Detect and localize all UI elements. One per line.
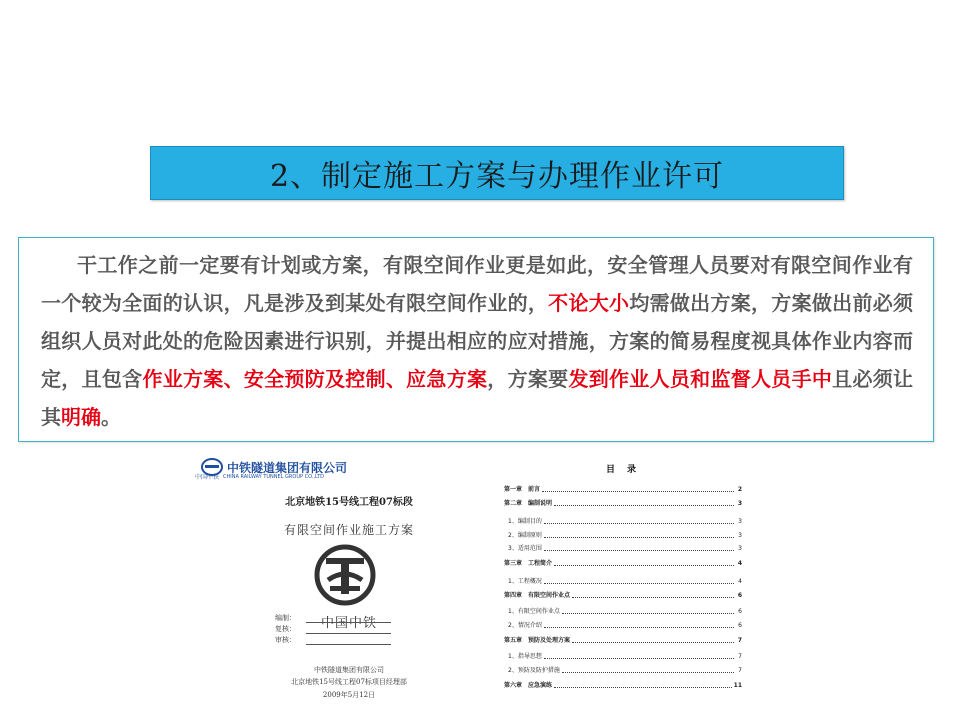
- toc-entry-label: 1、有限空间作业点: [508, 608, 560, 615]
- crec-logo-icon: [312, 544, 378, 610]
- toc-entry: [508, 576, 742, 585]
- cover-logo-label: 中国中铁: [320, 616, 377, 631]
- sign-label: 复核：: [275, 625, 296, 633]
- toc-entry-page: 3: [738, 532, 742, 539]
- toc-entry-label: 1、工程概况: [508, 578, 542, 585]
- toc-entry-page: 6: [737, 592, 742, 599]
- toc-leader: [554, 499, 734, 506]
- toc-entry: [508, 620, 742, 629]
- toc-entry-page: 3: [738, 518, 742, 525]
- cover-document-title: 有限空间作业施工方案: [283, 523, 414, 537]
- toc-entry-page: 6: [738, 622, 742, 629]
- cover-company-name: 中铁隧道集团有限公司: [227, 460, 348, 475]
- toc-leader: [554, 559, 734, 566]
- toc-entry-label: 1、编制目的: [508, 518, 542, 525]
- toc-entry-label: 第三章 工程简介: [504, 560, 553, 567]
- toc-entry-label: 3、适用范围: [508, 545, 542, 552]
- toc-entry: [504, 590, 742, 599]
- cover-footer-dept: 北京地铁15号线工程07标项目经理部: [291, 678, 407, 686]
- toc-leader: [544, 577, 734, 584]
- toc-entry: [508, 543, 742, 552]
- toc-entry: [508, 516, 742, 525]
- body-text: 干工作之前一定要有计划或方案，有限空间作业更是如此，安全管理人员要对有限空间作业有一个较为全面的认识，凡是涉及到某处有限空间作业的，: [41, 253, 913, 315]
- toc-entry-page: 7: [738, 667, 742, 674]
- highlight-text: 明确: [61, 405, 101, 429]
- cover-footer-company: 中铁隧道集团有限公司: [314, 666, 384, 674]
- toc-entry-page: 2: [737, 486, 742, 493]
- toc-entry-label: 第二章 编制说明: [504, 500, 553, 507]
- toc-entry-page: 7: [738, 653, 742, 660]
- toc-entry-page: 6: [738, 608, 742, 615]
- body-text: 均需做出方案，方案做出前必须组织人员对此处的危险因素进行识别，并提出相应的应对措施，方案的简易程度视具体作业内容而定，且包含: [41, 291, 914, 391]
- highlight-text: 不论大小: [548, 291, 630, 315]
- title-banner: [150, 146, 844, 200]
- toc-entry: [504, 558, 742, 567]
- sign-reviewed: [275, 624, 391, 634]
- cover-company-sub: 中国中铁: [195, 474, 220, 481]
- toc-leader: [562, 666, 734, 673]
- toc-leader: [562, 607, 734, 614]
- toc-entry-page: 4: [738, 578, 742, 585]
- toc-leader: [544, 621, 734, 628]
- slide-title: 2、制定施工方案与办理作业许可: [269, 159, 725, 194]
- sign-label: 审核：: [275, 636, 296, 644]
- document-cover-image: [195, 452, 495, 720]
- toc-entry-label: 2、预防及防护措施: [508, 667, 560, 674]
- toc-entry: [508, 606, 742, 615]
- cover-project-name: 北京地铁15号线工程07标段: [285, 497, 413, 508]
- toc-entry: [508, 651, 742, 660]
- cover-footer-date: 2009年5月12日: [322, 691, 376, 699]
- toc-entry: [504, 498, 742, 507]
- toc-entry: [508, 530, 742, 539]
- toc-entry-page: 4: [737, 560, 742, 567]
- sign-label: 编制：: [275, 614, 296, 622]
- toc-entry: [508, 665, 742, 674]
- table-of-contents-image: [502, 458, 752, 720]
- toc-entry-label: 第一章 前言: [504, 486, 541, 493]
- toc-entry-label: 2、情况介绍: [508, 622, 542, 629]
- toc-entry: [504, 484, 742, 493]
- body-paragraph: [41, 246, 913, 436]
- content-box: [18, 237, 934, 442]
- highlight-text: 发到作业人员和监督人员手中: [568, 367, 833, 391]
- toc-leader: [554, 681, 732, 688]
- toc-leader: [544, 652, 734, 659]
- toc-entry-label: 2、编制原则: [508, 532, 542, 539]
- toc-leader: [572, 591, 734, 598]
- toc-entry-page: 3: [737, 500, 742, 507]
- toc-title: 目录: [605, 465, 648, 475]
- toc-leader: [544, 531, 734, 538]
- body-text: ，方案要: [487, 367, 569, 391]
- toc-entry-label: 第五章 预防及处理方案: [504, 637, 571, 644]
- toc-entry-page: 11: [733, 682, 742, 689]
- sign-approved: [275, 635, 391, 645]
- body-text: 且必须让其: [41, 367, 914, 429]
- highlight-text: 作业方案、安全预防及控制、应急方案: [142, 367, 488, 391]
- cover-company-english: CHINA RAILWAY TUNNEL GROUP CO.,LTD: [223, 474, 324, 480]
- toc-entry: [504, 680, 742, 689]
- toc-entry-label: 1、指导思想: [508, 653, 542, 660]
- toc-entry-label: 第六章 应急演练: [504, 682, 553, 689]
- toc-leader: [544, 544, 734, 551]
- toc-leader: [544, 517, 734, 524]
- toc-entry: [504, 635, 742, 644]
- toc-entry-label: 第四章 有限空间作业点: [504, 592, 571, 599]
- sign-compiled: [275, 613, 391, 623]
- body-text: 。: [101, 405, 121, 429]
- toc-leader: [572, 636, 734, 643]
- toc-entry-page: 7: [737, 637, 742, 644]
- toc-leader: [542, 485, 734, 492]
- toc-entry-page: 3: [738, 545, 742, 552]
